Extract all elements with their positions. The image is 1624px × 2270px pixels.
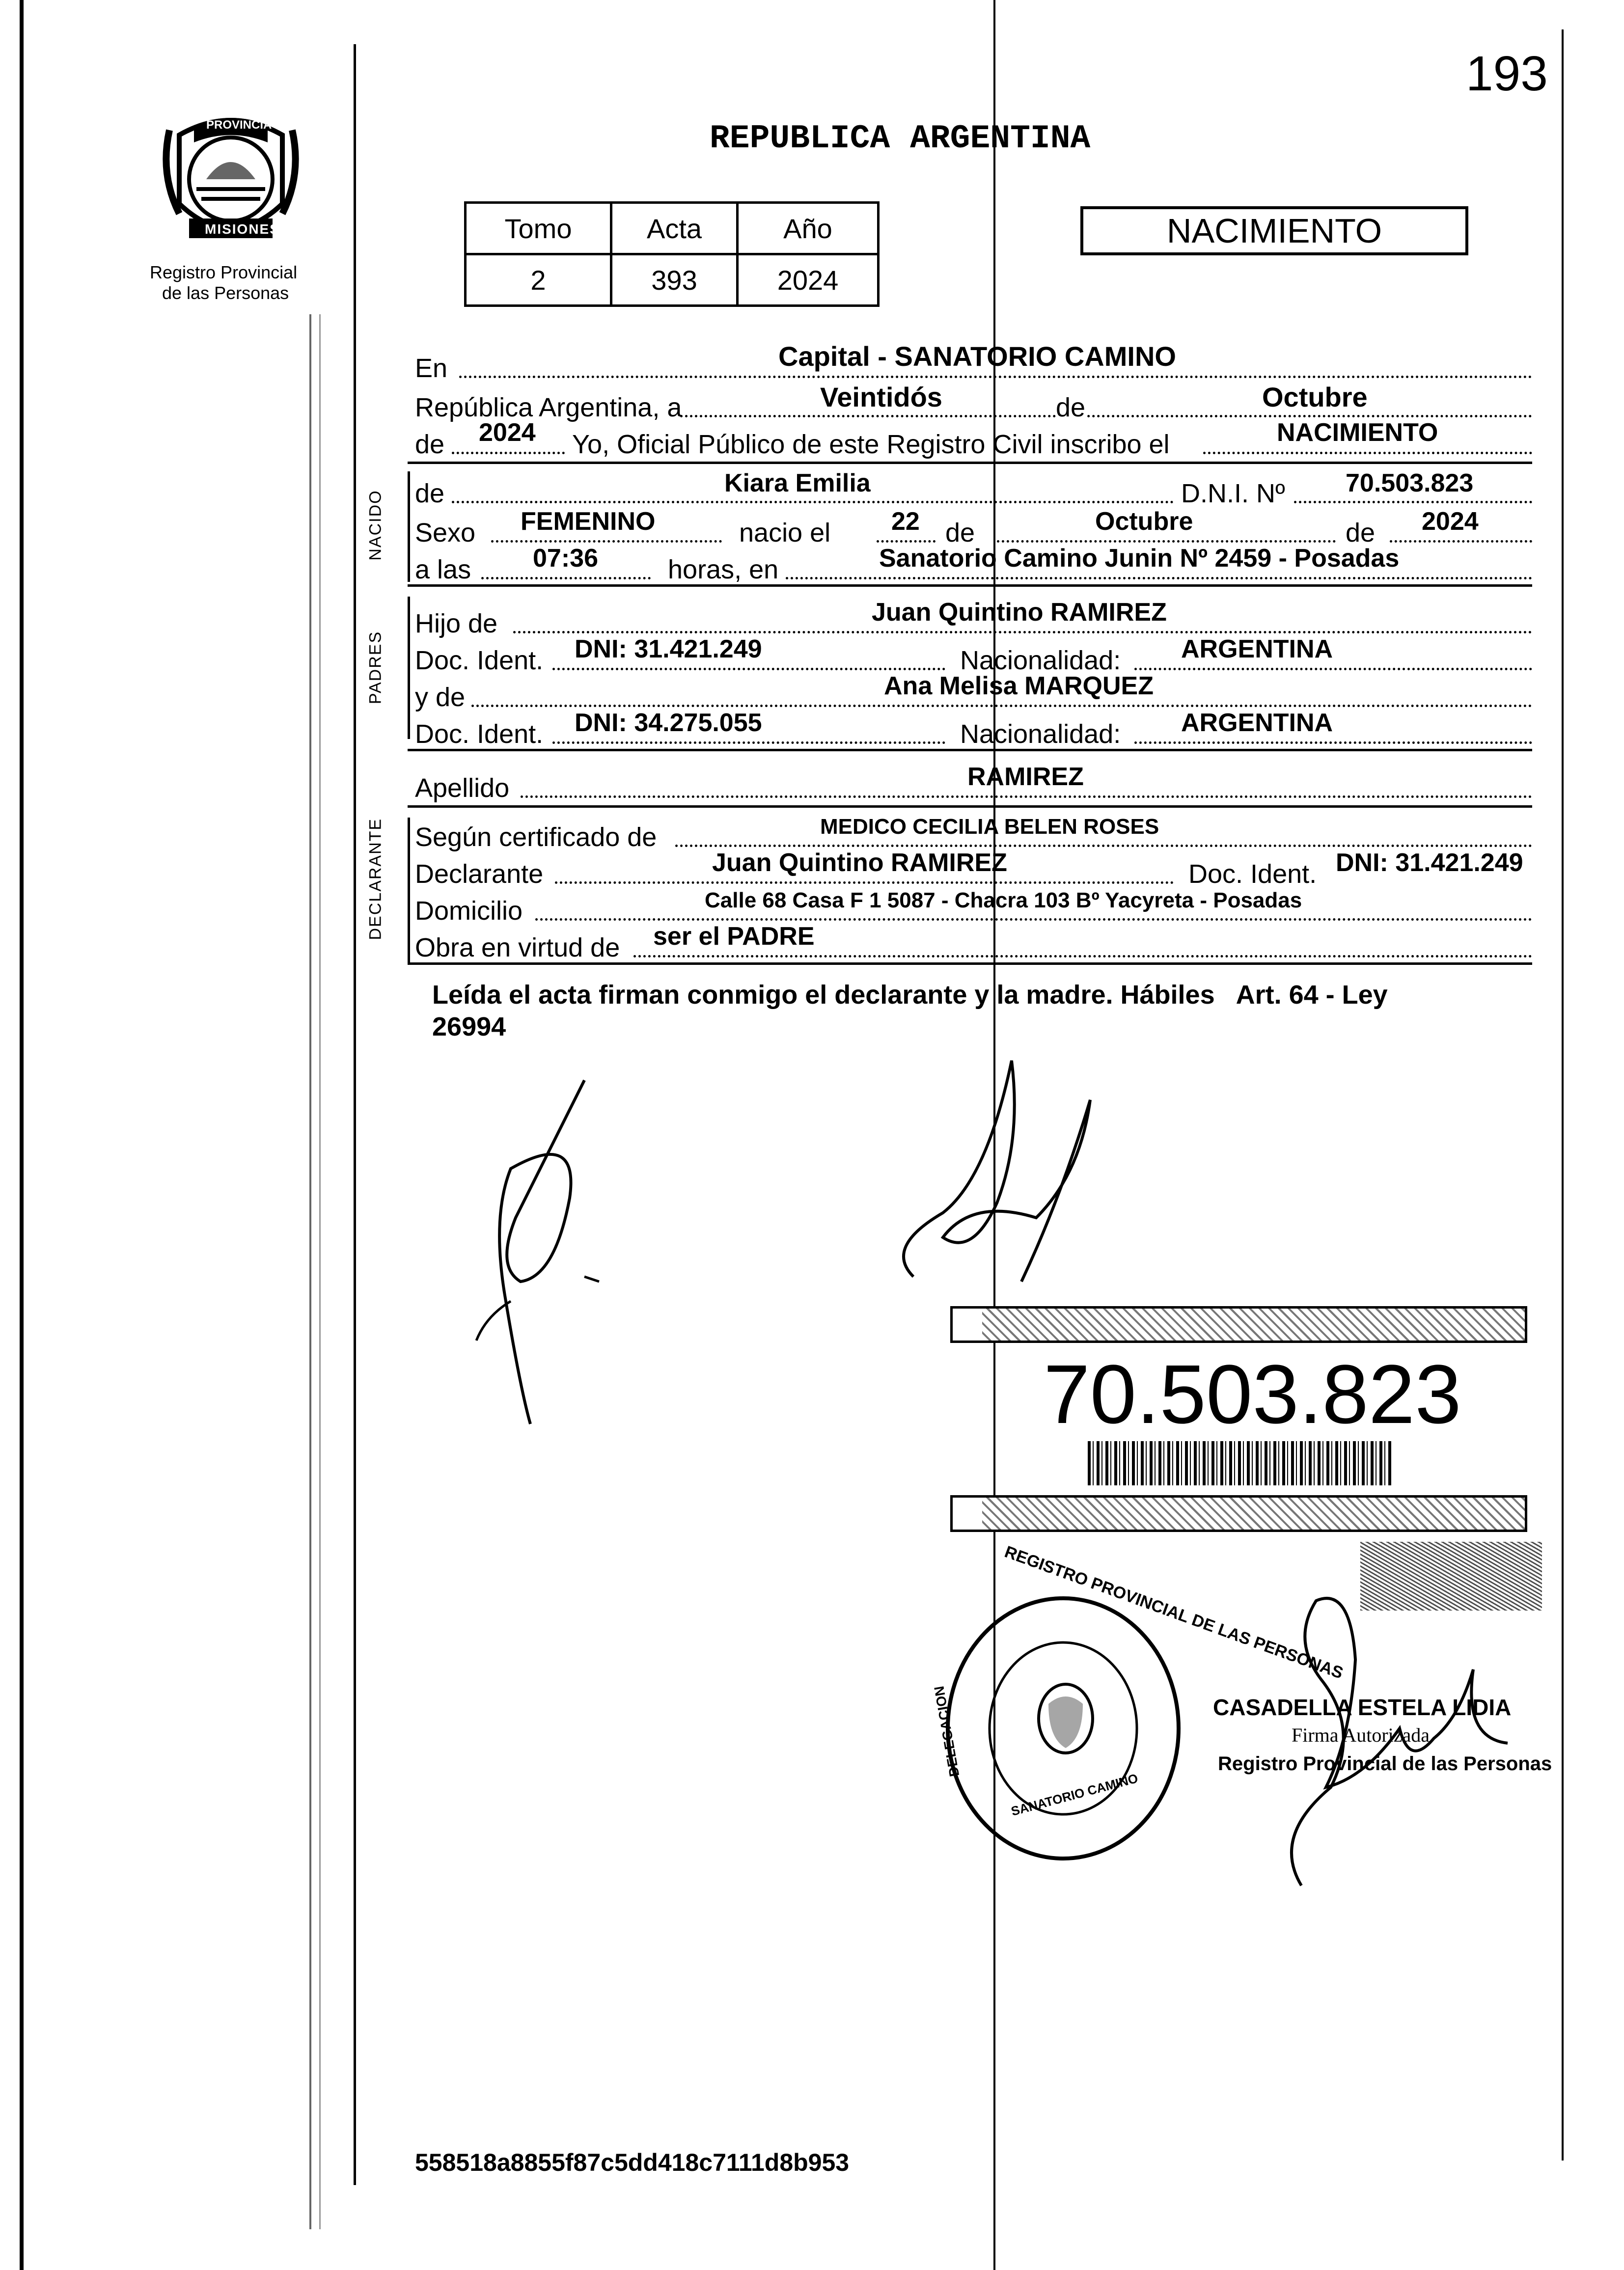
domicilio-value: Calle 68 Casa F 1 5087 - Chacra 103 Bº Yacyreta - Posadas: [705, 888, 1302, 912]
table-value-ano: 2024: [738, 254, 879, 306]
intro-act-value: NACIMIENTO: [1277, 418, 1438, 447]
mother-dots: [471, 705, 1532, 707]
cert-dots: [675, 845, 1532, 847]
table-header-tomo: Tomo: [466, 203, 611, 254]
horas-label: horas, en: [668, 555, 779, 584]
declarant-signature: [457, 1070, 653, 1439]
en-value: Capital - SANATORIO CAMINO: [778, 341, 1176, 372]
father-doc-label: Doc. Ident.: [415, 646, 544, 675]
en-label: En: [415, 354, 448, 383]
apellido-value: RAMIREZ: [967, 763, 1084, 791]
declarante-label: Declarante: [415, 859, 544, 889]
nacio-de-label: de: [945, 518, 975, 547]
declarante-dots: [555, 881, 1174, 884]
security-strip-bottom: [950, 1495, 1527, 1532]
rep-dots: [680, 415, 1532, 417]
stamp-left-text: DELEGACION: [931, 1685, 963, 1778]
sexo-dots: [491, 540, 722, 543]
nacio-de2-label: de: [1346, 518, 1376, 547]
mother-nat-label: Nacionalidad:: [960, 719, 1121, 749]
closing-line-1: Leída el acta firman conmigo el declarante y la madre. Hábiles Art. 64 - Ley: [432, 980, 1388, 1010]
nacido-side-label: NACIDO: [366, 490, 385, 561]
name-dots: [452, 501, 1174, 503]
birth-month-value: Octubre: [1095, 507, 1193, 536]
dni-label: D.N.I. Nº: [1181, 479, 1285, 508]
alas-label: a las: [415, 555, 471, 584]
birth-day-value: 22: [891, 507, 920, 536]
intro-month-value: Octubre: [1262, 382, 1368, 412]
intro-year-value: 2024: [479, 418, 536, 447]
logo-bottom-text: MISIONES: [205, 221, 280, 237]
obra-value: ser el PADRE: [653, 922, 815, 951]
officer-org: Registro Provincial de las Personas: [1218, 1753, 1552, 1775]
stamp-inner-text: SANATORIO CAMINO: [1009, 1771, 1140, 1819]
stamp-outer-text: REGISTRO PROVINCIAL DE LAS PERSONAS: [1002, 1542, 1346, 1683]
registry-table: [464, 201, 880, 307]
mother-doc-value: DNI: 34.275.055: [575, 709, 762, 737]
logo-caption-1: Registro Provincial: [150, 262, 298, 282]
table-header-acta: Acta: [611, 203, 738, 254]
child-dni-value: 70.503.823: [1346, 469, 1474, 497]
act-type-label: NACIMIENTO: [1166, 212, 1382, 250]
birth-month-dots: [997, 540, 1336, 543]
y-de-label: y de: [415, 683, 466, 712]
declarante-doc-value: DNI: 31.421.249: [1336, 848, 1523, 877]
birth-day-dots: [877, 540, 936, 543]
barcode-number: 70.503.823: [1044, 1348, 1461, 1441]
cert-value: MEDICO CECILIA BELEN ROSES: [820, 815, 1159, 839]
nacido-bracket: [408, 471, 410, 582]
nacio-label: nacio el: [739, 518, 831, 547]
year-dots: [452, 452, 565, 454]
table-value-acta: 393: [611, 254, 738, 306]
apellido-dots: [521, 795, 1532, 798]
domicilio-label: Domicilio: [415, 896, 523, 926]
section-divider-1: [408, 462, 1532, 464]
section-divider-5: [408, 962, 1532, 965]
act-type-box: [1080, 206, 1468, 255]
father-doc-dots: [552, 668, 945, 670]
declarante-value: Juan Quintino RAMIREZ: [712, 848, 1007, 877]
barcode: [1088, 1441, 1392, 1485]
closing-line-2: 26994: [432, 1012, 506, 1041]
sexo-value: FEMENINO: [521, 507, 656, 536]
declarante-side-label: DECLARANTE: [366, 818, 385, 940]
father-dots: [513, 631, 1532, 633]
stamp-ring-icon: [940, 1591, 1186, 1866]
yo-oficial-text: Yo, Oficial Público de este Registro Civil inscribo el: [572, 430, 1170, 459]
mother-nat-dots: [1134, 741, 1532, 744]
republica-label: República Argentina, a: [415, 393, 682, 422]
section-divider-2: [408, 584, 1532, 587]
child-name-value: Kiara Emilia: [724, 469, 871, 497]
day-written-value: Veintidós: [820, 382, 942, 412]
left-margin-line: [20, 0, 24, 2270]
official-stamp: [931, 1542, 1346, 1866]
father-nat-label: Nacionalidad:: [960, 646, 1121, 675]
padres-side-label: PADRES: [366, 630, 385, 705]
intro-de-label: de: [1056, 393, 1086, 422]
security-strip-top: [950, 1306, 1527, 1343]
section-divider-3: [408, 749, 1532, 751]
mother-nat-value: ARGENTINA: [1181, 709, 1333, 737]
obra-label: Obra en virtud de: [415, 933, 620, 962]
table-value-tomo: 2: [466, 254, 611, 306]
birth-year-value: 2024: [1422, 507, 1479, 536]
mother-doc-dots: [552, 741, 945, 744]
province-logo: [160, 106, 302, 253]
obra-dots: [633, 955, 1532, 957]
birth-year-dots: [1390, 540, 1532, 543]
father-nat-value: ARGENTINA: [1181, 635, 1333, 663]
page-number: 193: [1466, 46, 1548, 101]
declarante-bracket: [408, 818, 410, 962]
mother-doc-label: Doc. Ident.: [415, 719, 544, 749]
sexo-label: Sexo: [415, 518, 476, 547]
mother-name-value: Ana Melisa MARQUEZ: [884, 672, 1154, 700]
father-name-value: Juan Quintino RAMIREZ: [872, 598, 1167, 627]
domicilio-dots: [535, 918, 1532, 921]
apellido-label: Apellido: [415, 773, 510, 803]
time-dots: [481, 577, 651, 579]
act-dots: [1203, 452, 1532, 454]
document-hash: 558518a8855f87c5dd418c7111d8b953: [415, 2149, 850, 2176]
officer-name: CASADELLA ESTELA LIDIA: [1213, 1695, 1512, 1720]
padres-bracket: [408, 597, 410, 739]
en-dots: [459, 376, 1532, 378]
dni-dots: [1294, 501, 1532, 503]
de-year-label: de: [415, 430, 445, 459]
place-dots: [786, 577, 1532, 579]
logo-caption-2: de las Personas: [162, 283, 289, 303]
hijo-de-label: Hijo de: [415, 609, 498, 638]
document-title: REPUBLICA ARGENTINA: [710, 120, 1091, 158]
declarante-doc-label: Doc. Ident.: [1188, 859, 1317, 889]
nacido-de-label: de: [415, 479, 445, 508]
father-doc-value: DNI: 31.421.249: [575, 635, 762, 663]
mother-signature: [874, 1051, 1110, 1296]
section-divider-4: [408, 805, 1532, 808]
birth-time-value: 07:36: [533, 544, 598, 573]
birth-place-value: Sanatorio Camino Junin Nº 2459 - Posadas: [879, 544, 1400, 573]
dash-line-2: [319, 314, 321, 2229]
left-border-line: [354, 44, 356, 2185]
table-header-ano: Año: [738, 203, 879, 254]
cert-label: Según certificado de: [415, 822, 657, 852]
right-border-line: [1562, 29, 1564, 2161]
father-nat-dots: [1134, 668, 1532, 670]
dash-line-1: [309, 314, 311, 2229]
logo-top-text: PROVINCIA DE: [206, 118, 291, 132]
officer-role: Firma Autorizada: [1292, 1724, 1430, 1746]
